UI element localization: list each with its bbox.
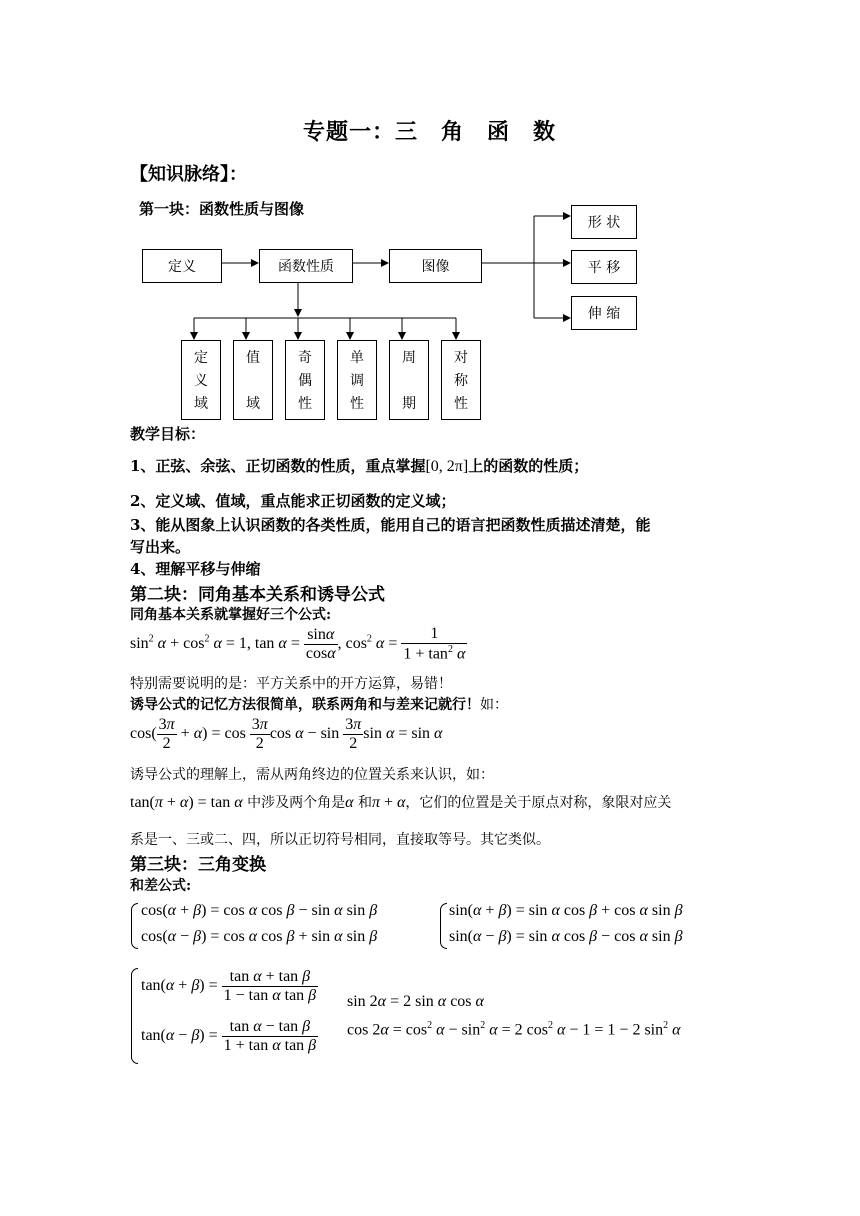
note-square-root: 特别需要说明的是：平方关系中的开方运算，易错！	[130, 676, 452, 692]
box-period	[389, 340, 429, 420]
understanding-text: 诱导公式的理解上，需从两角终边的位置关系来认识，如：	[130, 767, 494, 783]
box-definition: 定义	[142, 249, 222, 283]
box-symmetry-char: 对	[454, 350, 468, 366]
page-title: 专题一：三 角 函 数	[303, 119, 557, 145]
box-domain	[181, 340, 221, 420]
box-monotonicity-char: 单	[350, 350, 364, 366]
tan-example-line: tan(π + α) = tan α 中涉及两个角是α 和π + α，它们的位置是关于原点对称，象限对应关	[130, 794, 672, 811]
box-period-char: 期	[402, 396, 416, 412]
identity-formulas: $\sin^2 \alpha + \cos^2 \alpha = 1$, tan α = $\frac{\sin\alpha}{\cos\alpha}$ , $\cos^2 \alpha$ = $\frac{1}{1 + \tan^2 \alpha}$	[130, 625, 466, 663]
box-range	[233, 340, 273, 420]
tan-diff-formula: tan(α − β) = $\frac{\text{tan α − tan β}}{\text{1 + tan α tan β}}$	[141, 1018, 317, 1054]
box-translation: 平 移	[571, 250, 637, 284]
box-parity-char: 奇	[298, 350, 312, 366]
goal-1	[130, 455, 588, 476]
goal-1-interval: [0, 2π]	[425, 458, 469, 475]
box-parity-char: 性	[298, 396, 312, 412]
tan-sum-formula: tan(α + β) = $\frac{\text{tan α + tan β}}{\text{1 − tan α tan β}}$	[141, 968, 317, 1004]
box-range-char: 域	[246, 396, 260, 412]
box-period-char: 周	[402, 350, 416, 366]
goals-label: 教学目标：	[130, 425, 206, 443]
box-shape: 形 状	[571, 205, 637, 239]
knowledge-heading: 【知识脉络】：	[130, 164, 247, 185]
double-angle-cos: $\cos 2\alpha = \cos^2 \alpha - \sin^2 \alpha = 2$ $\cos^2 \alpha - 1 = 1 - 2$ $\sin^2 \alpha$	[347, 1020, 681, 1039]
sin-formulas-brace	[440, 903, 447, 949]
box-scaling: 伸 缩	[571, 296, 637, 330]
sin-sum-formula: sin(α + β) = sin α cos β + cos α sin β	[449, 902, 683, 919]
box-function-properties: 函数性质	[259, 249, 353, 283]
goal-2: 2、定义域、值域，重点能求正切函数的定义域；	[130, 492, 456, 510]
block2-title: 第二块：同角基本关系和诱导公式	[130, 585, 385, 605]
box-parity-char: 偶	[298, 373, 312, 389]
sum-diff-label: 和差公式:	[130, 878, 192, 894]
tan-example-line2: 系是一、三或二、四，所以正切符号相同，直接取等号。其它类似。	[130, 832, 550, 848]
tan-text-1: 中涉及两个角是	[247, 795, 346, 811]
box-graph: 图像	[389, 249, 482, 283]
sin-diff-formula: sin(α − β) = sin α cos β − cos α sin β	[449, 928, 683, 945]
cos-diff-formula: cos(α − β) = cos α cos β + sin α sin β	[141, 928, 378, 945]
goal-1-text-end: 上的函数的性质；	[468, 457, 589, 475]
tan-text-3: ，它们的位置是关于原点对称，象限对应关	[405, 795, 672, 811]
box-symmetry-char: 称	[454, 373, 468, 389]
box-symmetry	[441, 340, 481, 420]
mnemonic-bold: 诱导公式的记忆方法很简单，联系两角和与差来记就行！	[130, 697, 480, 713]
box-monotonicity-char: 调	[350, 373, 364, 389]
double-angle-sin: sin 2α = 2 sin α cos α	[347, 993, 484, 1010]
diagram-connectors	[0, 0, 860, 430]
mnemonic-tail: 如：	[480, 697, 508, 713]
box-parity	[285, 340, 325, 420]
goal-3-line2: 写出来。	[130, 538, 191, 556]
goal-3-line1: 3、能从图象上认识函数的各类性质，能用自己的语言把函数性质描述清楚，能	[130, 516, 651, 534]
block3-title: 第三块：三角变换	[130, 855, 266, 875]
box-range-char: 值	[246, 350, 260, 366]
block1-title: 第一块：函数性质与图像	[139, 200, 305, 218]
cos-formulas-brace	[131, 903, 138, 949]
box-symmetry-char: 性	[454, 396, 468, 412]
box-domain-char: 定	[194, 350, 208, 366]
mnemonic-line	[130, 694, 508, 714]
induction-example-formula: cos( $\frac{3\pi}{2}$ + α) = cos $\frac{3\pi}{2}$ cos α − sin $\frac{3\pi}{2}$ sin α = sin α	[130, 716, 443, 752]
goal-4: 4、理解平移与伸缩	[130, 560, 261, 578]
box-monotonicity-char: 性	[350, 396, 364, 412]
box-domain-char: 义	[194, 373, 208, 389]
tan-formulas-brace	[131, 968, 138, 1064]
box-monotonicity	[337, 340, 377, 420]
box-domain-char: 域	[194, 396, 208, 412]
block2-intro: 同角基本关系就掌握好三个公式:	[130, 607, 332, 623]
tan-text-2: 和	[357, 795, 372, 811]
goal-1-text: 1、正弦、余弦、正切函数的性质，重点掌握	[130, 457, 426, 475]
cos-sum-formula: cos(α + β) = cos α cos β − sin α sin β	[141, 902, 378, 919]
